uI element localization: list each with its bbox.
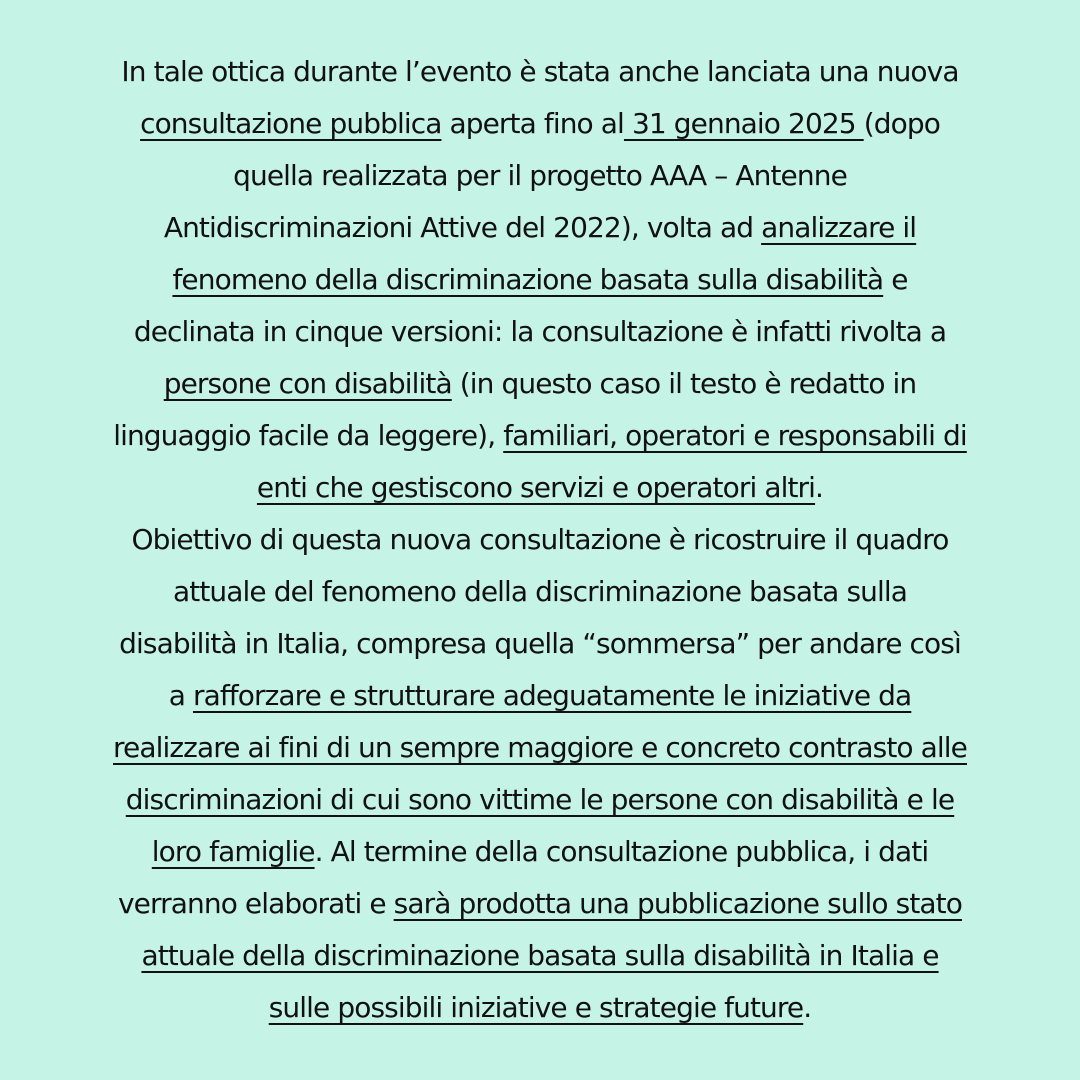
underlined-phrase: familiari, operatori e responsabili di — [503, 419, 967, 452]
underlined-phrase: consultazione pubblica — [140, 107, 442, 140]
text-segment: quella realizzata per il progetto AAA – Antenne — [233, 159, 847, 192]
text-segment: (in questo caso il testo è redatto in — [451, 367, 917, 400]
text-line — [0, 722, 1080, 774]
text-line — [0, 410, 1080, 462]
text-line — [0, 46, 1080, 98]
text-line — [0, 358, 1080, 410]
underlined-phrase: enti che gestiscono servizi e operatori altri — [256, 471, 816, 504]
text-segment: linguaggio facile da leggere), — [113, 419, 504, 452]
text-line — [0, 930, 1080, 982]
text-line — [0, 566, 1080, 618]
text-segment: declinata in cinque versioni: la consultazione è infatti rivolta a — [133, 315, 947, 348]
text-line — [0, 618, 1080, 670]
text-segment: Obiettivo di questa nuova consultazione è ricostruire il quadro — [131, 523, 949, 556]
text-segment: (dopo — [863, 107, 940, 140]
text-segment: verranno elaborati e — [118, 887, 394, 920]
text-line — [0, 202, 1080, 254]
text-segment: . — [803, 991, 812, 1024]
underlined-phrase: discriminazioni di cui sono vittime le persone con disabilità e le — [125, 783, 955, 816]
text-segment: . Al termine della consultazione pubblica, i dati — [314, 835, 929, 868]
text-line — [0, 774, 1080, 826]
text-line — [0, 306, 1080, 358]
text-line — [0, 98, 1080, 150]
text-segment: In tale ottica durante l’evento è stata anche lanciata una nuova — [121, 55, 959, 88]
text-line — [0, 982, 1080, 1034]
text-segment: disabilità in Italia, compresa quella “sommersa” per andare così — [119, 627, 961, 660]
text-line — [0, 514, 1080, 566]
text-line — [0, 254, 1080, 306]
text-segment: e — [883, 263, 908, 296]
underlined-phrase: realizzare ai fini di un sempre maggiore e concreto contrasto alle — [113, 731, 967, 764]
underlined-phrase: 31 gennaio 2025 — [623, 107, 864, 140]
underlined-phrase: persone con disabilità — [163, 367, 452, 400]
underlined-phrase: analizzare il — [761, 211, 917, 244]
underlined-phrase: sulle possibili iniziative e strategie future — [268, 991, 804, 1024]
text-line — [0, 150, 1080, 202]
text-segment: . — [815, 471, 824, 504]
text-line — [0, 826, 1080, 878]
body-text — [0, 46, 1080, 1034]
text-segment: aperta fino al — [441, 107, 624, 140]
text-line — [0, 462, 1080, 514]
text-segment: a — [168, 679, 193, 712]
text-segment: attuale del fenomeno della discriminazione basata sulla — [173, 575, 907, 608]
text-line — [0, 670, 1080, 722]
underlined-phrase: loro famiglie — [151, 835, 315, 868]
underlined-phrase: rafforzare e strutturare adeguatamente le iniziative da — [192, 679, 912, 712]
underlined-phrase: sarà prodotta una pubblicazione sullo stato — [393, 887, 962, 920]
underlined-phrase: fenomeno della discriminazione basata sulla disabilità — [172, 263, 884, 296]
text-segment: Antidiscriminazioni Attive del 2022), volta ad — [163, 211, 762, 244]
text-line — [0, 878, 1080, 930]
underlined-phrase: attuale della discriminazione basata sulla disabilità in Italia e — [141, 939, 939, 972]
